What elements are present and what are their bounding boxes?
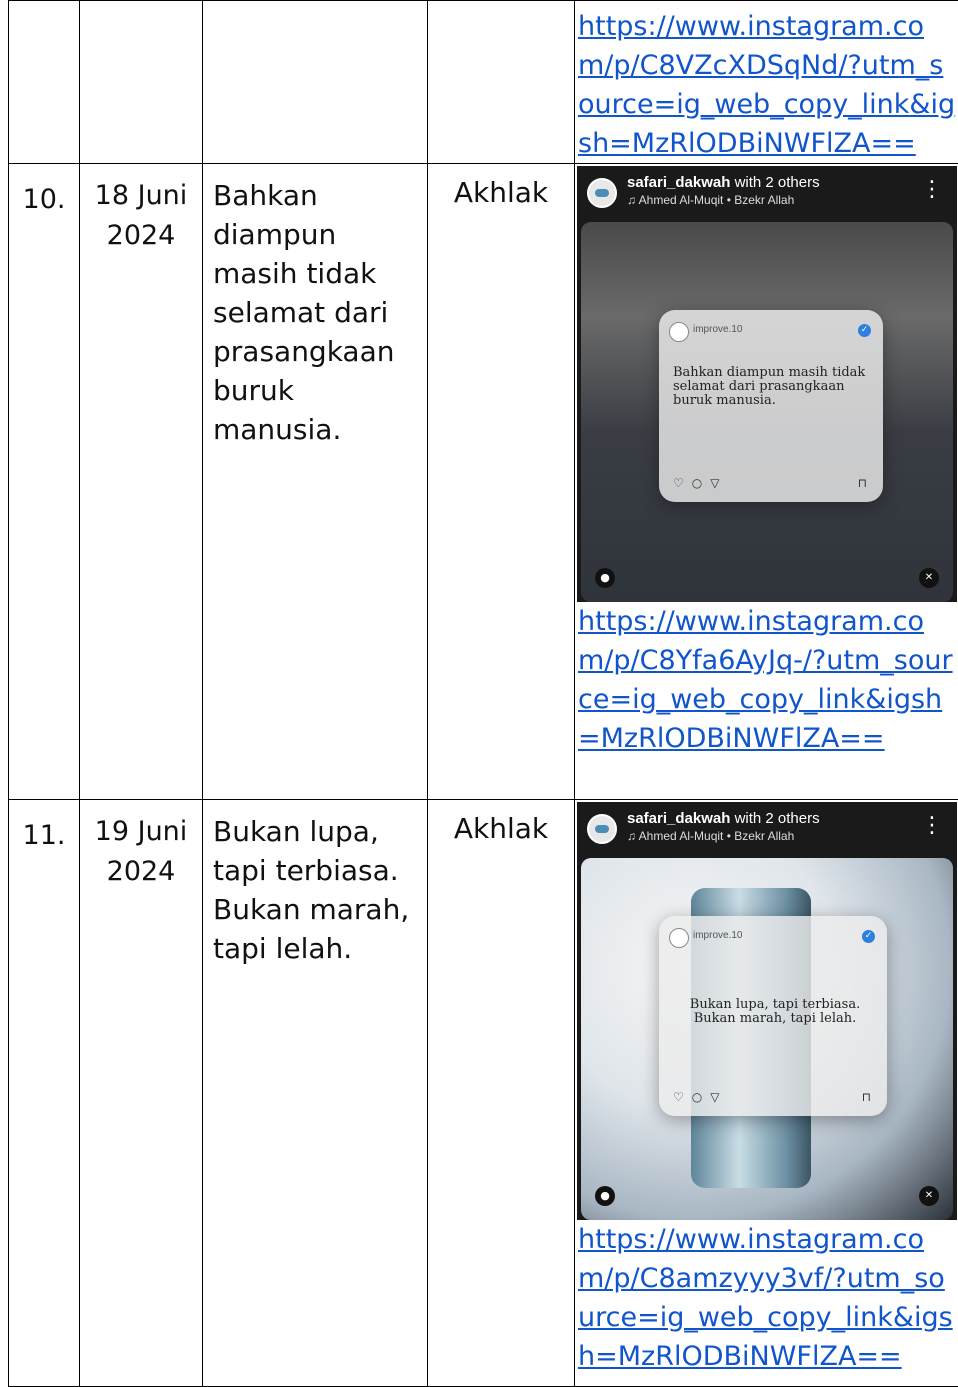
- cell-post: [575, 164, 958, 800]
- post-header: [577, 166, 957, 224]
- table-row-prev: [9, 1, 958, 164]
- table-row: [9, 800, 958, 1387]
- music-label: ♫ Ahmed Al-Muqit • Bzekr Allah: [627, 829, 794, 843]
- cell-post: [575, 800, 958, 1387]
- row-category: Akhlak: [428, 164, 575, 800]
- post-header: [577, 802, 957, 860]
- more-vertical-icon: ⋮: [921, 816, 943, 836]
- row-number: 11.: [9, 800, 80, 1387]
- card-handle: improve.10: [693, 930, 742, 941]
- more-vertical-icon: ⋮: [921, 180, 943, 200]
- card-handle: improve.10: [693, 324, 742, 335]
- user-icon: ●: [595, 1186, 615, 1206]
- row-number: 10.: [9, 164, 80, 800]
- quote-card: [659, 310, 883, 502]
- instagram-link[interactable]: https://www.instagram.com/p/C8amzyyy3vf/?utm_source=ig_web_copy_link&igsh=MzRlODBiNWFlZA==: [577, 1220, 958, 1376]
- mute-icon: ✕: [919, 1186, 939, 1206]
- like-comment-share-icons: ♡○▽: [673, 476, 727, 490]
- post-photo: [581, 222, 953, 602]
- verified-badge-icon: ✓: [858, 324, 871, 337]
- card-avatar: [669, 322, 689, 342]
- account-avatar: [587, 814, 617, 844]
- music-label: ♫ Ahmed Al-Muqit • Bzekr Allah: [627, 193, 794, 207]
- cell-empty: [428, 1, 575, 164]
- bookmark-icon: ⊓: [862, 1090, 871, 1104]
- cell-link: [575, 1, 958, 164]
- user-icon: ●: [595, 568, 615, 588]
- cell-empty: [80, 1, 203, 164]
- row-date: 18 Juni 2024: [80, 164, 203, 800]
- instagram-link[interactable]: https://www.instagram.com/p/C8VZcXDSqNd/?utm_source=ig_web_copy_link&igsh=MzRlODBiNWFlZA==: [577, 7, 958, 163]
- bookmark-icon: ⊓: [858, 476, 867, 490]
- post-photo: [581, 858, 953, 1220]
- content-table: [8, 0, 958, 1387]
- row-category: Akhlak: [428, 800, 575, 1387]
- row-topic: Bukan lupa, tapi terbiasa. Bukan marah, tapi lelah.: [203, 800, 428, 1387]
- instagram-link[interactable]: https://www.instagram.com/p/C8Yfa6AyJq-/?utm_source=ig_web_copy_link&igsh=MzRlODBiNWFlZA==: [577, 602, 958, 758]
- instagram-post-screenshot: [577, 166, 957, 602]
- account-name: safari_dakwah with 2 others: [627, 174, 820, 191]
- mute-icon: ✕: [919, 568, 939, 588]
- verified-badge-icon: ✓: [862, 930, 875, 943]
- like-comment-share-icons: ♡○▽: [673, 1090, 727, 1104]
- quote-card: [659, 916, 887, 1116]
- card-quote: Bukan lupa, tapi terbiasa. Bukan marah, tapi lelah.: [673, 998, 877, 1026]
- cell-empty: [203, 1, 428, 164]
- card-avatar: [669, 928, 689, 948]
- card-quote: Bahkan diampun masih tidak selamat dari prasangkaan buruk manusia.: [673, 366, 873, 408]
- row-topic: Bahkan diampun masih tidak selamat dari prasangkaan buruk manusia.: [203, 164, 428, 800]
- row-date: 19 Juni 2024: [80, 800, 203, 1387]
- account-avatar: [587, 178, 617, 208]
- cell-empty: [9, 1, 80, 164]
- instagram-post-screenshot: [577, 802, 957, 1220]
- table-row: [9, 164, 958, 800]
- account-name: safari_dakwah with 2 others: [627, 810, 820, 827]
